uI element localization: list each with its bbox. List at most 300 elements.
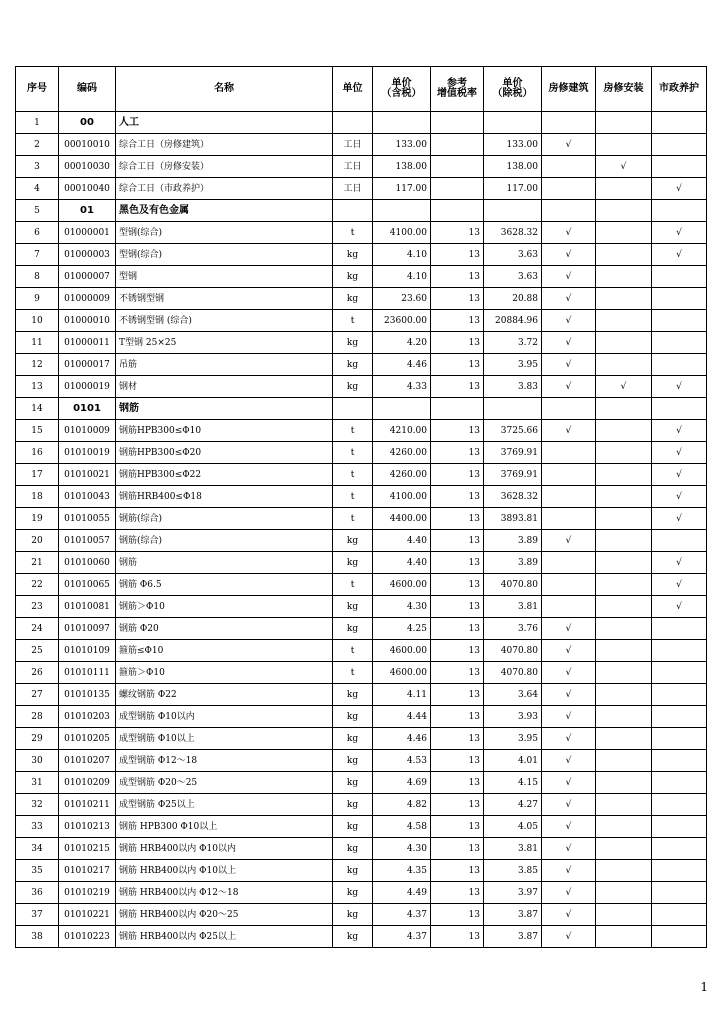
- row-mark-building: [542, 486, 596, 508]
- row-price-without-tax: 3.81: [484, 596, 542, 618]
- row-name: 钢筋(综合): [116, 530, 333, 552]
- row-seq: 20: [16, 530, 59, 552]
- table-row: [16, 486, 707, 508]
- row-code: 01010223: [59, 926, 116, 948]
- row-mark-municipal: √: [652, 178, 707, 200]
- row-code: 01010019: [59, 442, 116, 464]
- row-mark-installation: [596, 288, 652, 310]
- header-label: 单价 （除税）: [492, 78, 533, 99]
- row-vat-rate: 13: [431, 772, 484, 794]
- row-vat-rate: 13: [431, 442, 484, 464]
- row-mark-municipal: [652, 398, 707, 420]
- row-unit: t: [333, 486, 373, 508]
- row-mark-building: √: [542, 816, 596, 838]
- row-unit: t: [333, 222, 373, 244]
- row-mark-building: √: [542, 904, 596, 926]
- row-name: T型钢 25×25: [116, 332, 333, 354]
- row-seq: 16: [16, 442, 59, 464]
- row-code: 00010010: [59, 134, 116, 156]
- header-label: 序号: [27, 83, 47, 94]
- row-name: 不锈钢型钢: [116, 288, 333, 310]
- row-price-without-tax: 3893.81: [484, 508, 542, 530]
- row-code: 01010213: [59, 816, 116, 838]
- row-code: 01010055: [59, 508, 116, 530]
- header-label: 单价 （含税）: [381, 78, 422, 99]
- row-mark-installation: [596, 772, 652, 794]
- row-price-with-tax: 4400.00: [373, 508, 431, 530]
- row-unit: kg: [333, 354, 373, 376]
- row-mark-municipal: √: [652, 552, 707, 574]
- header-price-without-tax: [484, 67, 542, 112]
- row-mark-building: √: [542, 662, 596, 684]
- row-price-with-tax: 138.00: [373, 156, 431, 178]
- row-name: 箍筋＞Φ10: [116, 662, 333, 684]
- header-code: [59, 67, 116, 112]
- row-price-without-tax: 4070.80: [484, 640, 542, 662]
- row-price-with-tax: 117.00: [373, 178, 431, 200]
- row-mark-municipal: [652, 310, 707, 332]
- row-name: 螺纹钢筋 Φ22: [116, 684, 333, 706]
- row-vat-rate: 13: [431, 332, 484, 354]
- table-row: [16, 706, 707, 728]
- row-seq: 33: [16, 816, 59, 838]
- row-unit: kg: [333, 728, 373, 750]
- row-price-without-tax: 3.85: [484, 860, 542, 882]
- row-name: 成型钢筋 Φ10以上: [116, 728, 333, 750]
- row-vat-rate: [431, 178, 484, 200]
- row-seq: 7: [16, 244, 59, 266]
- row-vat-rate: [431, 134, 484, 156]
- table-row: [16, 222, 707, 244]
- row-code: 01000010: [59, 310, 116, 332]
- row-mark-installation: [596, 706, 652, 728]
- row-seq: 25: [16, 640, 59, 662]
- row-price-with-tax: 4.58: [373, 816, 431, 838]
- row-code: 01000009: [59, 288, 116, 310]
- header-label: 名称: [214, 83, 234, 94]
- row-seq: 5: [16, 200, 59, 222]
- row-seq: 17: [16, 464, 59, 486]
- row-mark-municipal: [652, 728, 707, 750]
- row-mark-municipal: √: [652, 464, 707, 486]
- row-price-with-tax: 4.10: [373, 244, 431, 266]
- row-price-without-tax: 117.00: [484, 178, 542, 200]
- row-mark-installation: [596, 442, 652, 464]
- row-mark-municipal: [652, 772, 707, 794]
- row-mark-installation: [596, 662, 652, 684]
- row-mark-municipal: √: [652, 244, 707, 266]
- table-row: [16, 662, 707, 684]
- page-number: 1: [700, 980, 708, 994]
- category-row: [16, 112, 707, 134]
- table-row: [16, 640, 707, 662]
- row-code: 01000011: [59, 332, 116, 354]
- table-row: [16, 794, 707, 816]
- row-price-with-tax: 4.53: [373, 750, 431, 772]
- row-mark-installation: √: [596, 156, 652, 178]
- row-seq: 11: [16, 332, 59, 354]
- row-price-with-tax: 4.40: [373, 530, 431, 552]
- row-price-with-tax: 4.82: [373, 794, 431, 816]
- table-row: [16, 574, 707, 596]
- row-price-without-tax: 3.76: [484, 618, 542, 640]
- row-code: 01010211: [59, 794, 116, 816]
- row-mark-building: √: [542, 838, 596, 860]
- row-code: 00: [59, 112, 116, 134]
- row-mark-municipal: [652, 662, 707, 684]
- row-unit: kg: [333, 618, 373, 640]
- row-mark-installation: [596, 596, 652, 618]
- row-code: 01010219: [59, 882, 116, 904]
- row-mark-installation: [596, 244, 652, 266]
- row-unit: kg: [333, 926, 373, 948]
- row-price-without-tax: [484, 398, 542, 420]
- row-seq: 30: [16, 750, 59, 772]
- row-mark-installation: [596, 750, 652, 772]
- row-name: 型钢(综合): [116, 244, 333, 266]
- row-mark-municipal: √: [652, 442, 707, 464]
- row-mark-building: [542, 552, 596, 574]
- row-vat-rate: 13: [431, 618, 484, 640]
- row-code: 01000017: [59, 354, 116, 376]
- table-row: [16, 772, 707, 794]
- row-name: 成型钢筋 Φ10以内: [116, 706, 333, 728]
- row-code: 01000019: [59, 376, 116, 398]
- row-vat-rate: 13: [431, 728, 484, 750]
- row-code: 01010135: [59, 684, 116, 706]
- row-vat-rate: [431, 398, 484, 420]
- header-label: 参考 增值税率: [437, 78, 477, 99]
- row-price-with-tax: 4.35: [373, 860, 431, 882]
- row-price-without-tax: 3.89: [484, 552, 542, 574]
- table-row: [16, 376, 707, 398]
- row-mark-building: √: [542, 244, 596, 266]
- row-price-without-tax: 4.05: [484, 816, 542, 838]
- row-mark-municipal: [652, 794, 707, 816]
- row-mark-installation: [596, 530, 652, 552]
- row-name: 成型钢筋 Φ25以上: [116, 794, 333, 816]
- row-name: 钢筋HPB300≤Φ22: [116, 464, 333, 486]
- row-price-with-tax: 4.40: [373, 552, 431, 574]
- row-name: 成型钢筋 Φ12～18: [116, 750, 333, 772]
- row-seq: 10: [16, 310, 59, 332]
- row-price-without-tax: 4.01: [484, 750, 542, 772]
- row-unit: kg: [333, 750, 373, 772]
- row-seq: 34: [16, 838, 59, 860]
- row-code: 01000003: [59, 244, 116, 266]
- row-vat-rate: 13: [431, 838, 484, 860]
- row-mark-municipal: [652, 354, 707, 376]
- row-mark-building: √: [542, 640, 596, 662]
- row-unit: kg: [333, 882, 373, 904]
- row-unit: 工日: [333, 134, 373, 156]
- row-mark-installation: [596, 332, 652, 354]
- category-row: [16, 200, 707, 222]
- row-mark-installation: [596, 838, 652, 860]
- row-unit: kg: [333, 794, 373, 816]
- row-seq: 9: [16, 288, 59, 310]
- row-price-with-tax: 4.44: [373, 706, 431, 728]
- row-price-with-tax: 4.49: [373, 882, 431, 904]
- row-price-with-tax: 4210.00: [373, 420, 431, 442]
- row-vat-rate: 13: [431, 376, 484, 398]
- row-name: 综合工日（房修安装）: [116, 156, 333, 178]
- row-price-with-tax: 133.00: [373, 134, 431, 156]
- header-unit: [333, 67, 373, 112]
- row-vat-rate: [431, 200, 484, 222]
- row-seq: 6: [16, 222, 59, 244]
- row-code: 00010030: [59, 156, 116, 178]
- row-price-without-tax: 3769.91: [484, 464, 542, 486]
- row-mark-building: [542, 398, 596, 420]
- header-label: 房修安装: [603, 83, 644, 94]
- row-code: 01010207: [59, 750, 116, 772]
- table-row: [16, 618, 707, 640]
- row-unit: kg: [333, 376, 373, 398]
- row-mark-building: √: [542, 266, 596, 288]
- row-name: 黑色及有色金属: [116, 200, 333, 222]
- table-row: [16, 508, 707, 530]
- row-mark-building: √: [542, 420, 596, 442]
- row-name: 钢筋 HRB400以内 Φ12～18: [116, 882, 333, 904]
- header-municipal-maintenance: [652, 67, 707, 112]
- row-price-with-tax: 4.46: [373, 728, 431, 750]
- row-mark-municipal: √: [652, 574, 707, 596]
- row-price-without-tax: 3.95: [484, 728, 542, 750]
- row-mark-building: [542, 442, 596, 464]
- header-label: 市政养护: [659, 83, 699, 94]
- row-seq: 4: [16, 178, 59, 200]
- row-mark-installation: [596, 134, 652, 156]
- row-seq: 27: [16, 684, 59, 706]
- row-unit: kg: [333, 904, 373, 926]
- row-price-without-tax: 4.27: [484, 794, 542, 816]
- row-mark-municipal: [652, 904, 707, 926]
- row-mark-installation: [596, 618, 652, 640]
- row-price-without-tax: 3.97: [484, 882, 542, 904]
- row-seq: 31: [16, 772, 59, 794]
- row-mark-installation: [596, 112, 652, 134]
- row-mark-municipal: √: [652, 508, 707, 530]
- row-code: 01010043: [59, 486, 116, 508]
- row-name: 钢筋 HRB400以内 Φ20～25: [116, 904, 333, 926]
- row-mark-municipal: [652, 860, 707, 882]
- row-unit: t: [333, 574, 373, 596]
- table-header-row: [16, 67, 707, 112]
- row-unit: kg: [333, 706, 373, 728]
- table-row: [16, 926, 707, 948]
- header-seq: [16, 67, 59, 112]
- row-code: 01010109: [59, 640, 116, 662]
- row-mark-municipal: [652, 926, 707, 948]
- row-vat-rate: [431, 112, 484, 134]
- row-mark-building: √: [542, 530, 596, 552]
- row-name: 不锈钢型钢 (综合): [116, 310, 333, 332]
- row-code: 01010217: [59, 860, 116, 882]
- row-mark-installation: [596, 420, 652, 442]
- row-price-with-tax: 4260.00: [373, 442, 431, 464]
- row-vat-rate: 13: [431, 574, 484, 596]
- row-price-without-tax: 3.63: [484, 266, 542, 288]
- row-name: 综合工日（房修建筑）: [116, 134, 333, 156]
- row-name: 型钢(综合): [116, 222, 333, 244]
- row-code: 01010021: [59, 464, 116, 486]
- row-mark-building: √: [542, 134, 596, 156]
- row-price-without-tax: 3.63: [484, 244, 542, 266]
- row-price-with-tax: [373, 200, 431, 222]
- row-seq: 26: [16, 662, 59, 684]
- row-mark-building: [542, 200, 596, 222]
- row-price-with-tax: 4.10: [373, 266, 431, 288]
- row-vat-rate: 13: [431, 904, 484, 926]
- row-mark-municipal: √: [652, 420, 707, 442]
- row-seq: 28: [16, 706, 59, 728]
- row-mark-building: √: [542, 618, 596, 640]
- row-price-with-tax: 23600.00: [373, 310, 431, 332]
- row-price-without-tax: 3.64: [484, 684, 542, 706]
- row-mark-installation: [596, 486, 652, 508]
- row-price-without-tax: 20884.96: [484, 310, 542, 332]
- row-vat-rate: 13: [431, 552, 484, 574]
- row-name: 人工: [116, 112, 333, 134]
- table-row: [16, 464, 707, 486]
- row-code: 01010203: [59, 706, 116, 728]
- header-label: 编码: [77, 83, 97, 94]
- table-row: [16, 596, 707, 618]
- row-seq: 8: [16, 266, 59, 288]
- row-mark-installation: [596, 640, 652, 662]
- row-code: 01010009: [59, 420, 116, 442]
- row-mark-installation: [596, 398, 652, 420]
- row-mark-building: √: [542, 332, 596, 354]
- row-price-with-tax: 4600.00: [373, 640, 431, 662]
- row-vat-rate: 13: [431, 266, 484, 288]
- row-price-without-tax: 3.83: [484, 376, 542, 398]
- row-mark-building: √: [542, 222, 596, 244]
- row-unit: kg: [333, 266, 373, 288]
- row-name: 钢材: [116, 376, 333, 398]
- row-mark-building: √: [542, 750, 596, 772]
- row-mark-installation: [596, 354, 652, 376]
- row-seq: 19: [16, 508, 59, 530]
- row-unit: [333, 398, 373, 420]
- row-code: 01010097: [59, 618, 116, 640]
- row-seq: 29: [16, 728, 59, 750]
- table-row: [16, 728, 707, 750]
- row-unit: t: [333, 640, 373, 662]
- table-row: [16, 244, 707, 266]
- row-mark-municipal: √: [652, 376, 707, 398]
- row-seq: 13: [16, 376, 59, 398]
- row-unit: t: [333, 662, 373, 684]
- row-mark-municipal: [652, 156, 707, 178]
- row-vat-rate: 13: [431, 662, 484, 684]
- row-vat-rate: 13: [431, 882, 484, 904]
- row-name: 型钢: [116, 266, 333, 288]
- row-vat-rate: 13: [431, 420, 484, 442]
- row-code: 01: [59, 200, 116, 222]
- table-row: [16, 816, 707, 838]
- row-mark-building: √: [542, 926, 596, 948]
- row-price-without-tax: 3628.32: [484, 222, 542, 244]
- row-name: 吊筋: [116, 354, 333, 376]
- row-seq: 36: [16, 882, 59, 904]
- row-unit: kg: [333, 530, 373, 552]
- row-price-with-tax: 23.60: [373, 288, 431, 310]
- row-vat-rate: [431, 156, 484, 178]
- row-price-with-tax: 4.30: [373, 838, 431, 860]
- row-price-without-tax: 3.72: [484, 332, 542, 354]
- row-price-without-tax: 3.89: [484, 530, 542, 552]
- row-mark-installation: [596, 860, 652, 882]
- row-mark-installation: [596, 684, 652, 706]
- row-code: 00010040: [59, 178, 116, 200]
- row-mark-building: √: [542, 772, 596, 794]
- table-row: [16, 684, 707, 706]
- row-price-without-tax: 3725.66: [484, 420, 542, 442]
- row-seq: 14: [16, 398, 59, 420]
- row-mark-installation: √: [596, 376, 652, 398]
- row-seq: 2: [16, 134, 59, 156]
- row-mark-building: √: [542, 728, 596, 750]
- row-unit: kg: [333, 288, 373, 310]
- category-row: [16, 398, 707, 420]
- row-mark-building: √: [542, 684, 596, 706]
- row-seq: 24: [16, 618, 59, 640]
- row-unit: [333, 200, 373, 222]
- row-mark-building: √: [542, 376, 596, 398]
- row-name: 钢筋＞Φ10: [116, 596, 333, 618]
- row-price-without-tax: [484, 112, 542, 134]
- row-unit: kg: [333, 838, 373, 860]
- row-mark-building: √: [542, 288, 596, 310]
- row-price-with-tax: 4.20: [373, 332, 431, 354]
- row-unit: kg: [333, 596, 373, 618]
- row-name: 钢筋(综合): [116, 508, 333, 530]
- row-vat-rate: 13: [431, 508, 484, 530]
- row-seq: 23: [16, 596, 59, 618]
- row-seq: 1: [16, 112, 59, 134]
- header-label: 房修建筑: [548, 83, 589, 94]
- row-mark-installation: [596, 552, 652, 574]
- row-price-with-tax: 4.25: [373, 618, 431, 640]
- row-price-without-tax: 3.87: [484, 926, 542, 948]
- row-unit: [333, 112, 373, 134]
- row-mark-municipal: [652, 332, 707, 354]
- row-mark-installation: [596, 464, 652, 486]
- row-price-with-tax: 4.37: [373, 904, 431, 926]
- row-vat-rate: 13: [431, 288, 484, 310]
- row-mark-installation: [596, 310, 652, 332]
- row-mark-installation: [596, 266, 652, 288]
- row-mark-municipal: [652, 706, 707, 728]
- row-code: 0101: [59, 398, 116, 420]
- row-mark-municipal: [652, 684, 707, 706]
- row-code: 01010205: [59, 728, 116, 750]
- table-row: [16, 178, 707, 200]
- row-unit: t: [333, 508, 373, 530]
- row-name: 钢筋HPB300≤Φ10: [116, 420, 333, 442]
- row-price-with-tax: 4.46: [373, 354, 431, 376]
- row-code: 01010065: [59, 574, 116, 596]
- row-code: 01010209: [59, 772, 116, 794]
- row-code: 01010081: [59, 596, 116, 618]
- row-mark-municipal: [652, 530, 707, 552]
- row-mark-municipal: [652, 200, 707, 222]
- row-price-without-tax: 4070.80: [484, 662, 542, 684]
- header-label: 单位: [342, 83, 363, 94]
- table-row: [16, 904, 707, 926]
